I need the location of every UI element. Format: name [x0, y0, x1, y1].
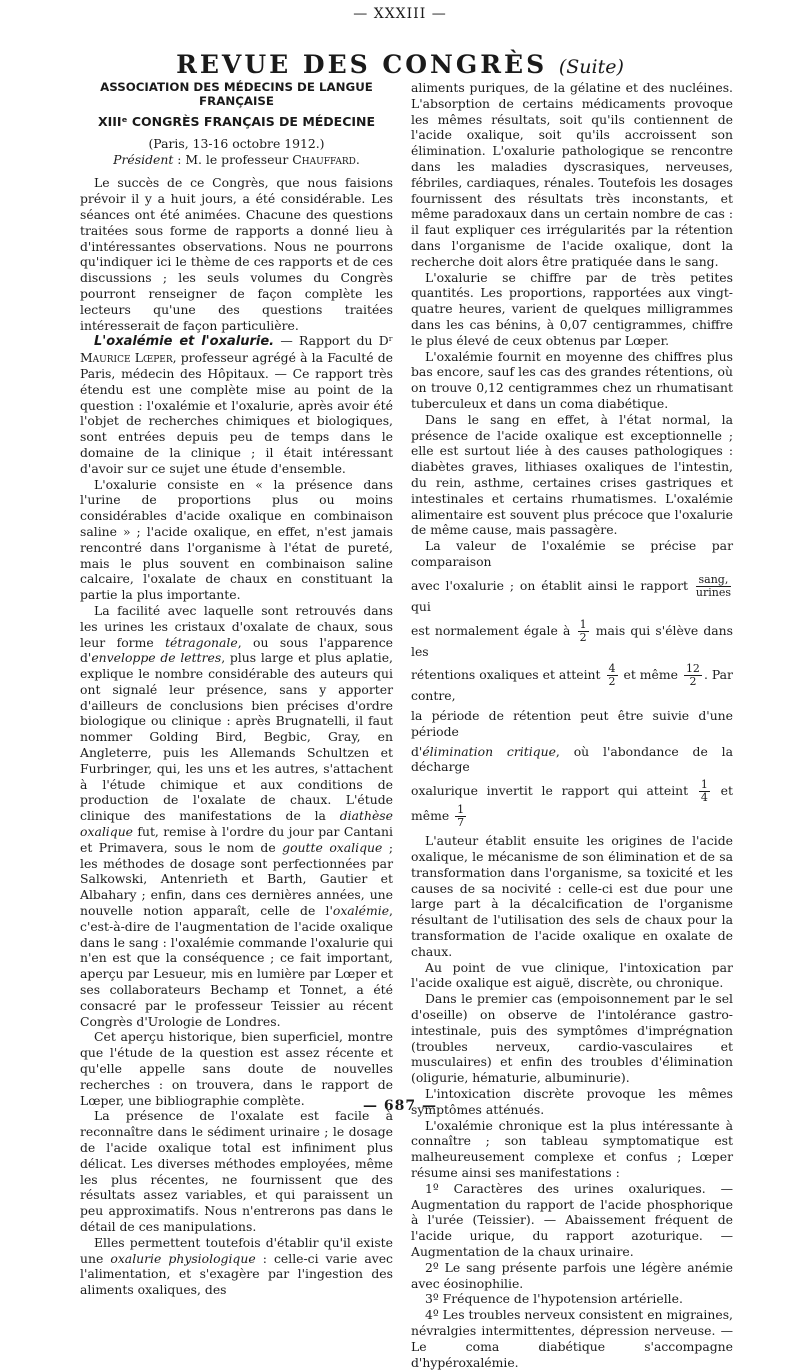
paragraph: Cet aperçu historique, bien superficiel, montre que l'étude de la question est assez récente et qu'elle appelle sans doute de nouvelles recherches : on trouvera, dans le rapport de Lœper, une bibliographie complète. [80, 1029, 393, 1108]
paragraph: La valeur de l'oxalémie se précise par comparaison [411, 538, 733, 569]
paragraph: Dans le premier cas (empoisonnement par le sel d'oseille) on observe de l'intolérance gastro-intestinale, puis des symptômes d'imprégnation (troubles nerveux, cardio-vasculaires et musculaires) et enfin des troubles d'élimination (oligurie, hématurie, albuminurie). [411, 991, 733, 1086]
formula-line: rétentions oxaliques et atteint $\frac{4}{2}$ et même $\frac{12}{2}$ . Par contre, [411, 662, 733, 704]
fraction: $\frac{4}{2}$ [608, 662, 616, 689]
list-item: 2º Le sang présente parfois une légère anémie avec éosinophilie. [411, 1259, 733, 1291]
author-name: Maurice Lœper [80, 350, 173, 366]
president-line [80, 152, 393, 168]
formula-line: est normalement égale à $\frac{1}{2}$ mais qui s'élève dans les [411, 617, 733, 659]
paragraph: L'intoxication discrète provoque les mêmes symptômes atténués. [411, 1086, 733, 1117]
paragraph: Elles permettent toutefois d'établir qu'il existe une oxalurie physiologique : celle-ci varie avec l'alimentation, et s'exagère par l'ingestion des aliments oxaliques, des [80, 1234, 393, 1298]
text-line: d'élimination critique, où l'abondance de la décharge [411, 743, 733, 775]
text-line: la période de rétention peut être suivie d'une période [411, 708, 733, 739]
fraction: $\frac{\text{sang,}}{\text{urines}}$ [695, 572, 731, 599]
president-name: Chauffard. [292, 151, 360, 167]
congress-dates: (Paris, 13-16 octobre 1912.) [148, 135, 325, 151]
title-suite: (Suite) [558, 56, 624, 78]
president-label: Président [113, 151, 174, 167]
paragraph: Dans le sang en effet, à l'état normal, la présence de l'acide oxalique est exceptionnelle ; elle est surtout liée à des causes pathologiques : diabètes graves, lithiases oxaliques de l'intestin, du rein, asthme, certaines crises gastriques et intestinales et certains rhumatismes. L'oxalémie alimentaire est souvent plus précoce que l'oxalurie de même cause, mais passagère. [411, 411, 733, 538]
association-heading: ASSOCIATION DES MÉDECINS DE LANGUE FRANÇAISE [100, 80, 373, 108]
roman-page-number: — XXXIII — [353, 6, 447, 22]
paragraph: Au point de vue clinique, l'intoxication par l'acide oxalique est aiguë, discrète, ou chronique. [411, 959, 733, 991]
paragraph: L'oxalurie se chiffre par de très petites quantités. Les proportions, rapportées aux vingt-quatre heures, varient de quelques milligrammes dans les cas bénins, à 0,07 centigrammes, chiffre le plus élevé de ceux obtenus par Lœper. [411, 269, 733, 348]
paragraph: aliments puriques, de la gélatine et des nucléines. L'absorption de certains médicaments provoque les mêmes résultats, soit qu'ils contiennent de l'acide oxalique, soit qu'ils accroissent son élimination. L'oxalurie pathologique se rencontre dans les maladies dyscrasiques, nerveuses, fébriles, cardiaques, rénales. Toutefois les dosages fournissent des résultats très inconstants, et même paradoxaux dans un certain nombre de cas : il faut expliquer ces irrégularités par la rétention dans l'organisme de l'acide oxalique, dont la recherche doit alors être pratiquée dans le sang. [411, 80, 733, 269]
paragraph: L'oxalémie chronique est la plus intéressante à connaître ; son tableau symptomatique est malheureusement complexe et confus ; Lœper résume ainsi ses manifestations : [411, 1117, 733, 1181]
president-text: : M. le professeur [173, 151, 293, 167]
list-item: 3º Fréquence de l'hypotension artérielle. [425, 1291, 683, 1307]
paragraph: La facilité avec laquelle sont retrouvés dans les urines les cristaux d'oxalate de chaux, sous leur forme tétragonale, ou sous l'apparence d'enveloppe de lettres, plus large et plus aplatie, explique le nombre considérable des auteurs qui ont signalé leur présence, sans y apporter d'ailleurs de conclusions bien précises d'ordre biologique ou clinique : après Brugnatelli, il faut nommer Golding Bird, Begbic, Gray, en Angleterre, puis les Allemands Schultzen et Furbringer, qui, les uns et les autres, s'attachent à l'étude chimique et aux conditions de production de l'oxalate de chaux. L'étude clinique des manifestations de la diathèse oxalique fut, remise à l'ordre du jour par Cantani et Primavera, sous le nom de goutte oxalique ; les méthodes de dosage sont perfectionnées par Salkowski, Antenrieth et Barth, Gautier et Albahary ; enfin, dans ces dernières années, une nouvelle notion apparaît, celle de l'oxalémie, c'est-à-dire de l'augmentation de l'acide oxalique dans le sang : l'oxalémie commande l'oxalurie qui n'en est que la conséquence ; ce fait important, aperçu par Lesueur, mis en lumière par Lœper et ses collaborateurs Bechamp et Tonnet, a été consacré par le professeur Teissier au récent Congrès d'Urologie de Londres. [80, 602, 393, 1029]
list-item: 1º Caractères des urines oxaluriques. — Augmentation du rapport de l'acide phosphorique à l'urée (Teissier). — Abaissement fréquent de l'acide urique, du rapport azoturique. — Augmentation de la chaux urinaire. [411, 1180, 733, 1259]
page-title [0, 50, 800, 79]
paragraph: La présence de l'oxalate est facile à reconnaître dans le sédiment urinaire ; le dosage de l'acide oxalique total est infiniment plus délicat. Les diverses méthodes employées, même les plus récentes, ne fournissent que des résultats assez variables, et qui paraissent un peu approximatifs. Nous n'entrerons pas dans le détail de ces manipulations. [80, 1108, 393, 1234]
fraction: $\frac{12}{2}$ [685, 662, 700, 689]
title-main: REVUE DES CONGRÈS [176, 50, 548, 79]
congress-heading: XIIIᵉ CONGRÈS FRANÇAIS DE MÉDECINE [97, 114, 376, 129]
fraction: $\frac{1}{4}$ [700, 778, 708, 805]
paragraph: L'oxalémie fournit en moyenne des chiffres plus bas encore, sauf les cas des grandes rétentions, où on trouve 0,12 centigrammes chez un rhumatisant tuberculeux et dans un coma diabétique. [411, 348, 733, 411]
left-column [80, 80, 393, 1298]
page-number: — 687 — [363, 1098, 437, 1114]
right-column [411, 80, 733, 1370]
formula-line: oxalurique invertit le rapport qui atteint $\frac{1}{4}$ et même $\frac{1}{7}$ [411, 778, 733, 830]
formula-line: avec l'oxalurie ; on établit ainsi le rapport $\frac{\text{sang,}}{\text{urines}}$ qui [411, 572, 731, 614]
paragraph: L'oxalurie consiste en « la présence dans l'urine de proportions plus ou moins considérables d'acide oxalique en combinaison saline » ; l'acide oxalique, en effet, n'est jamais rencontré dans l'organisme à l'état de pureté, mais le plus souvent en combinaison saline calcaire, l'oxalate de chaux en constituant la partie la plus importante. [80, 476, 393, 603]
paragraph: L'auteur établit ensuite les origines de l'acide oxalique, le mécanisme de son élimination et de sa transformation dans l'organisme, sa toxicité et les causes de sa nocivité : celle-ci est due pour une large part à la décalcification de l'organisme résultant de l'utilisation des sels de chaux pour la transformation de l'acide oxalique en oxalate de chaux. [411, 833, 733, 959]
paragraph: Le succès de ce Congrès, que nous faisions prévoir il y a huit jours, a été considérable. Les séances ont été animées. Chacune des questions traitées sous forme de rapports a donné lieu à d'intéressantes observations. Nous ne pourrons qu'indiquer ici le thème de ces rapports et de ces discussions ; les seuls volumes du Congrès pourront renseigner de façon complète les lecteurs qu'une des questions traitées intéresserait de façon particulière. [80, 175, 393, 333]
list-item: 4º Les troubles nerveux consistent en migraines, névralgies intermittentes, dépression nerveuse. — Le coma diabétique s'accompagne d'hypéroxalémie. [411, 1307, 733, 1370]
fraction: $\frac{1}{2}$ [579, 617, 587, 644]
fraction: $\frac{1}{7}$ [457, 803, 465, 830]
section-heading: L'oxalémie et l'oxalurie. [94, 334, 275, 350]
section-paragraph: L'oxalémie et l'oxalurie. — Rapport du Dʳ Maurice Lœper, professeur agrégé à la Faculté de Paris, médecin des Hôpitaux. — Ce rapport très étendu est une complète mise au point de la question : l'oxalémie et l'oxalurie, après avoir été l'objet de recherches chimiques et biologiques, sont entrées depuis peu de temps dans le domaine de la clinique ; il était intéressant d'avoir sur ce sujet une étude d'ensemble. [80, 333, 393, 476]
